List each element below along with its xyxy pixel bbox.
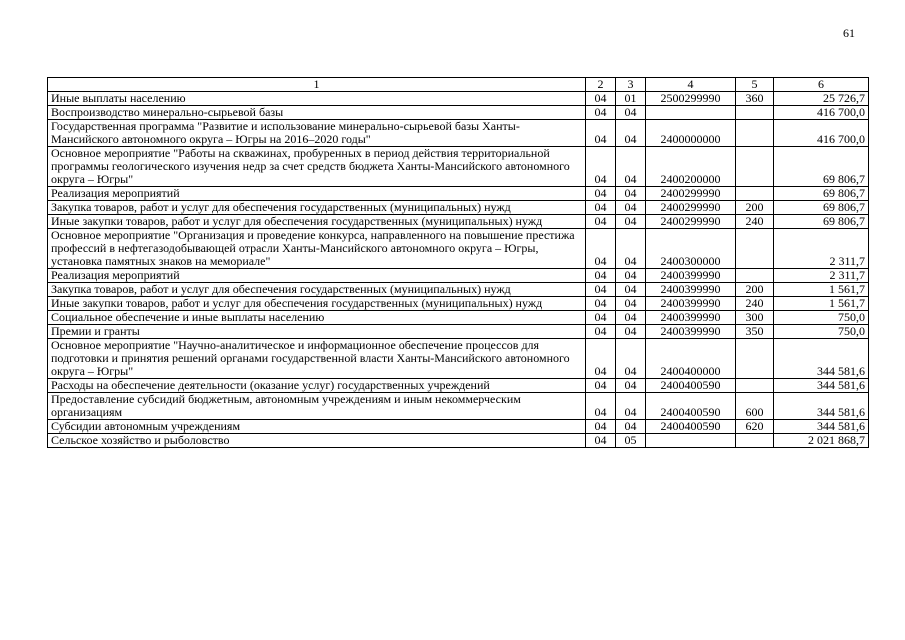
target-article-cell: 2400399990 [646, 297, 736, 311]
amount-cell: 2 311,7 [774, 229, 869, 269]
target-article-cell: 2400400590 [646, 393, 736, 420]
subsection-code-cell: 04 [616, 297, 646, 311]
target-article-cell: 2400399990 [646, 283, 736, 297]
expense-type-cell [736, 229, 774, 269]
table-row [48, 339, 869, 379]
table-row [48, 201, 869, 215]
table-row [48, 120, 869, 147]
target-article-cell: 2500299990 [646, 92, 736, 106]
amount-cell: 69 806,7 [774, 201, 869, 215]
table-header-row [48, 78, 869, 92]
expense-type-cell: 240 [736, 215, 774, 229]
section-code-cell: 04 [586, 215, 616, 229]
row-name-cell: Основное мероприятие "Организация и проведение конкурса, направленного на повышение престижа профессий в нефтегазодобывающей отрасли Ханты-Мансийского автономного округа – Югры, установка памятных знаков на мемориале" [48, 229, 586, 269]
section-code-cell: 04 [586, 283, 616, 297]
target-article-cell: 2400400000 [646, 339, 736, 379]
section-code-cell: 04 [586, 187, 616, 201]
section-code-cell: 04 [586, 297, 616, 311]
table-row [48, 325, 869, 339]
subsection-code-cell: 04 [616, 339, 646, 379]
expense-type-cell: 620 [736, 420, 774, 434]
section-code-cell: 04 [586, 92, 616, 106]
target-article-cell: 2400200000 [646, 147, 736, 187]
expense-type-cell [736, 120, 774, 147]
budget-table [47, 77, 869, 448]
row-name-cell: Реализация мероприятий [48, 187, 586, 201]
target-article-cell: 2400299990 [646, 215, 736, 229]
table-row [48, 434, 869, 448]
amount-cell: 344 581,6 [774, 339, 869, 379]
subsection-code-cell: 04 [616, 283, 646, 297]
expense-type-cell: 240 [736, 297, 774, 311]
expense-type-cell [736, 379, 774, 393]
subsection-code-cell: 04 [616, 147, 646, 187]
subsection-code-cell: 04 [616, 106, 646, 120]
amount-cell: 750,0 [774, 311, 869, 325]
target-article-cell: 2400399990 [646, 325, 736, 339]
section-code-cell: 04 [586, 269, 616, 283]
target-article-cell: 2400300000 [646, 229, 736, 269]
row-name-cell: Расходы на обеспечение деятельности (оказание услуг) государственных учреждений [48, 379, 586, 393]
target-article-cell: 2400399990 [646, 269, 736, 283]
table-row [48, 311, 869, 325]
header-cell-4: 4 [646, 78, 736, 92]
amount-cell: 416 700,0 [774, 120, 869, 147]
amount-cell: 25 726,7 [774, 92, 869, 106]
amount-cell: 69 806,7 [774, 215, 869, 229]
row-name-cell: Социальное обеспечение и иные выплаты населению [48, 311, 586, 325]
table-row [48, 147, 869, 187]
subsection-code-cell: 04 [616, 269, 646, 283]
expense-type-cell [736, 269, 774, 283]
table-row [48, 229, 869, 269]
section-code-cell: 04 [586, 434, 616, 448]
expense-type-cell [736, 106, 774, 120]
row-name-cell: Сельское хозяйство и рыболовство [48, 434, 586, 448]
row-name-cell: Иные закупки товаров, работ и услуг для обеспечения государственных (муниципальных) нужд [48, 215, 586, 229]
row-name-cell: Субсидии автономным учреждениям [48, 420, 586, 434]
expense-type-cell: 350 [736, 325, 774, 339]
amount-cell: 344 581,6 [774, 379, 869, 393]
target-article-cell [646, 106, 736, 120]
amount-cell: 69 806,7 [774, 187, 869, 201]
table-row [48, 297, 869, 311]
subsection-code-cell: 04 [616, 393, 646, 420]
row-name-cell: Основное мероприятие "Работы на скважинах, пробуренных в период действия территориальной программы геологического изучения недр за счет средств бюджета Ханты-Мансийского автономного округа – Югры" [48, 147, 586, 187]
expense-type-cell: 200 [736, 201, 774, 215]
subsection-code-cell: 04 [616, 187, 646, 201]
subsection-code-cell: 04 [616, 229, 646, 269]
section-code-cell: 04 [586, 325, 616, 339]
target-article-cell: 2400400590 [646, 420, 736, 434]
amount-cell: 1 561,7 [774, 297, 869, 311]
section-code-cell: 04 [586, 393, 616, 420]
row-name-cell: Иные выплаты населению [48, 92, 586, 106]
row-name-cell: Государственная программа "Развитие и использование минерально-сырьевой базы Ханты-Мансийского автономного округа – Югры на 2016–2020 годы" [48, 120, 586, 147]
expense-type-cell [736, 187, 774, 201]
row-name-cell: Иные закупки товаров, работ и услуг для обеспечения государственных (муниципальных) нужд [48, 297, 586, 311]
section-code-cell: 04 [586, 120, 616, 147]
amount-cell: 2 311,7 [774, 269, 869, 283]
section-code-cell: 04 [586, 339, 616, 379]
subsection-code-cell: 01 [616, 92, 646, 106]
table-row [48, 393, 869, 420]
table-row [48, 215, 869, 229]
subsection-code-cell: 05 [616, 434, 646, 448]
table-row [48, 187, 869, 201]
target-article-cell: 2400299990 [646, 201, 736, 215]
amount-cell: 344 581,6 [774, 393, 869, 420]
subsection-code-cell: 04 [616, 201, 646, 215]
table-row [48, 269, 869, 283]
row-name-cell: Закупка товаров, работ и услуг для обеспечения государственных (муниципальных) нужд [48, 283, 586, 297]
target-article-cell: 2400000000 [646, 120, 736, 147]
subsection-code-cell: 04 [616, 311, 646, 325]
section-code-cell: 04 [586, 147, 616, 187]
amount-cell: 1 561,7 [774, 283, 869, 297]
amount-cell: 416 700,0 [774, 106, 869, 120]
header-cell-5: 5 [736, 78, 774, 92]
table-row [48, 92, 869, 106]
section-code-cell: 04 [586, 311, 616, 325]
subsection-code-cell: 04 [616, 120, 646, 147]
row-name-cell: Закупка товаров, работ и услуг для обеспечения государственных (муниципальных) нужд [48, 201, 586, 215]
amount-cell: 2 021 868,7 [774, 434, 869, 448]
expense-type-cell: 360 [736, 92, 774, 106]
expense-type-cell [736, 434, 774, 448]
subsection-code-cell: 04 [616, 215, 646, 229]
row-name-cell: Предоставление субсидий бюджетным, автономным учреждениям и иным некоммерческим организациям [48, 393, 586, 420]
expense-type-cell: 600 [736, 393, 774, 420]
table-row [48, 420, 869, 434]
amount-cell: 750,0 [774, 325, 869, 339]
target-article-cell [646, 434, 736, 448]
section-code-cell: 04 [586, 229, 616, 269]
expense-type-cell [736, 147, 774, 187]
subsection-code-cell: 04 [616, 325, 646, 339]
table-row [48, 379, 869, 393]
target-article-cell: 2400399990 [646, 311, 736, 325]
header-cell-3: 3 [616, 78, 646, 92]
amount-cell: 344 581,6 [774, 420, 869, 434]
row-name-cell: Премии и гранты [48, 325, 586, 339]
row-name-cell: Воспроизводство минерально-сырьевой базы [48, 106, 586, 120]
subsection-code-cell: 04 [616, 420, 646, 434]
section-code-cell: 04 [586, 201, 616, 215]
table-row [48, 283, 869, 297]
expense-type-cell: 300 [736, 311, 774, 325]
header-cell-6: 6 [774, 78, 869, 92]
section-code-cell: 04 [586, 420, 616, 434]
header-cell-1: 1 [48, 78, 586, 92]
expense-type-cell [736, 339, 774, 379]
subsection-code-cell: 04 [616, 379, 646, 393]
page-number: 61 [843, 26, 855, 40]
row-name-cell: Реализация мероприятий [48, 269, 586, 283]
target-article-cell: 2400400590 [646, 379, 736, 393]
expense-type-cell: 200 [736, 283, 774, 297]
header-cell-2: 2 [586, 78, 616, 92]
table-row [48, 106, 869, 120]
amount-cell: 69 806,7 [774, 147, 869, 187]
section-code-cell: 04 [586, 379, 616, 393]
row-name-cell: Основное мероприятие "Научно-аналитическое и информационное обеспечение процессов для подготовки и принятия решений органами государственной власти Ханты-Мансийского автономного округа – Югры" [48, 339, 586, 379]
target-article-cell: 2400299990 [646, 187, 736, 201]
section-code-cell: 04 [586, 106, 616, 120]
